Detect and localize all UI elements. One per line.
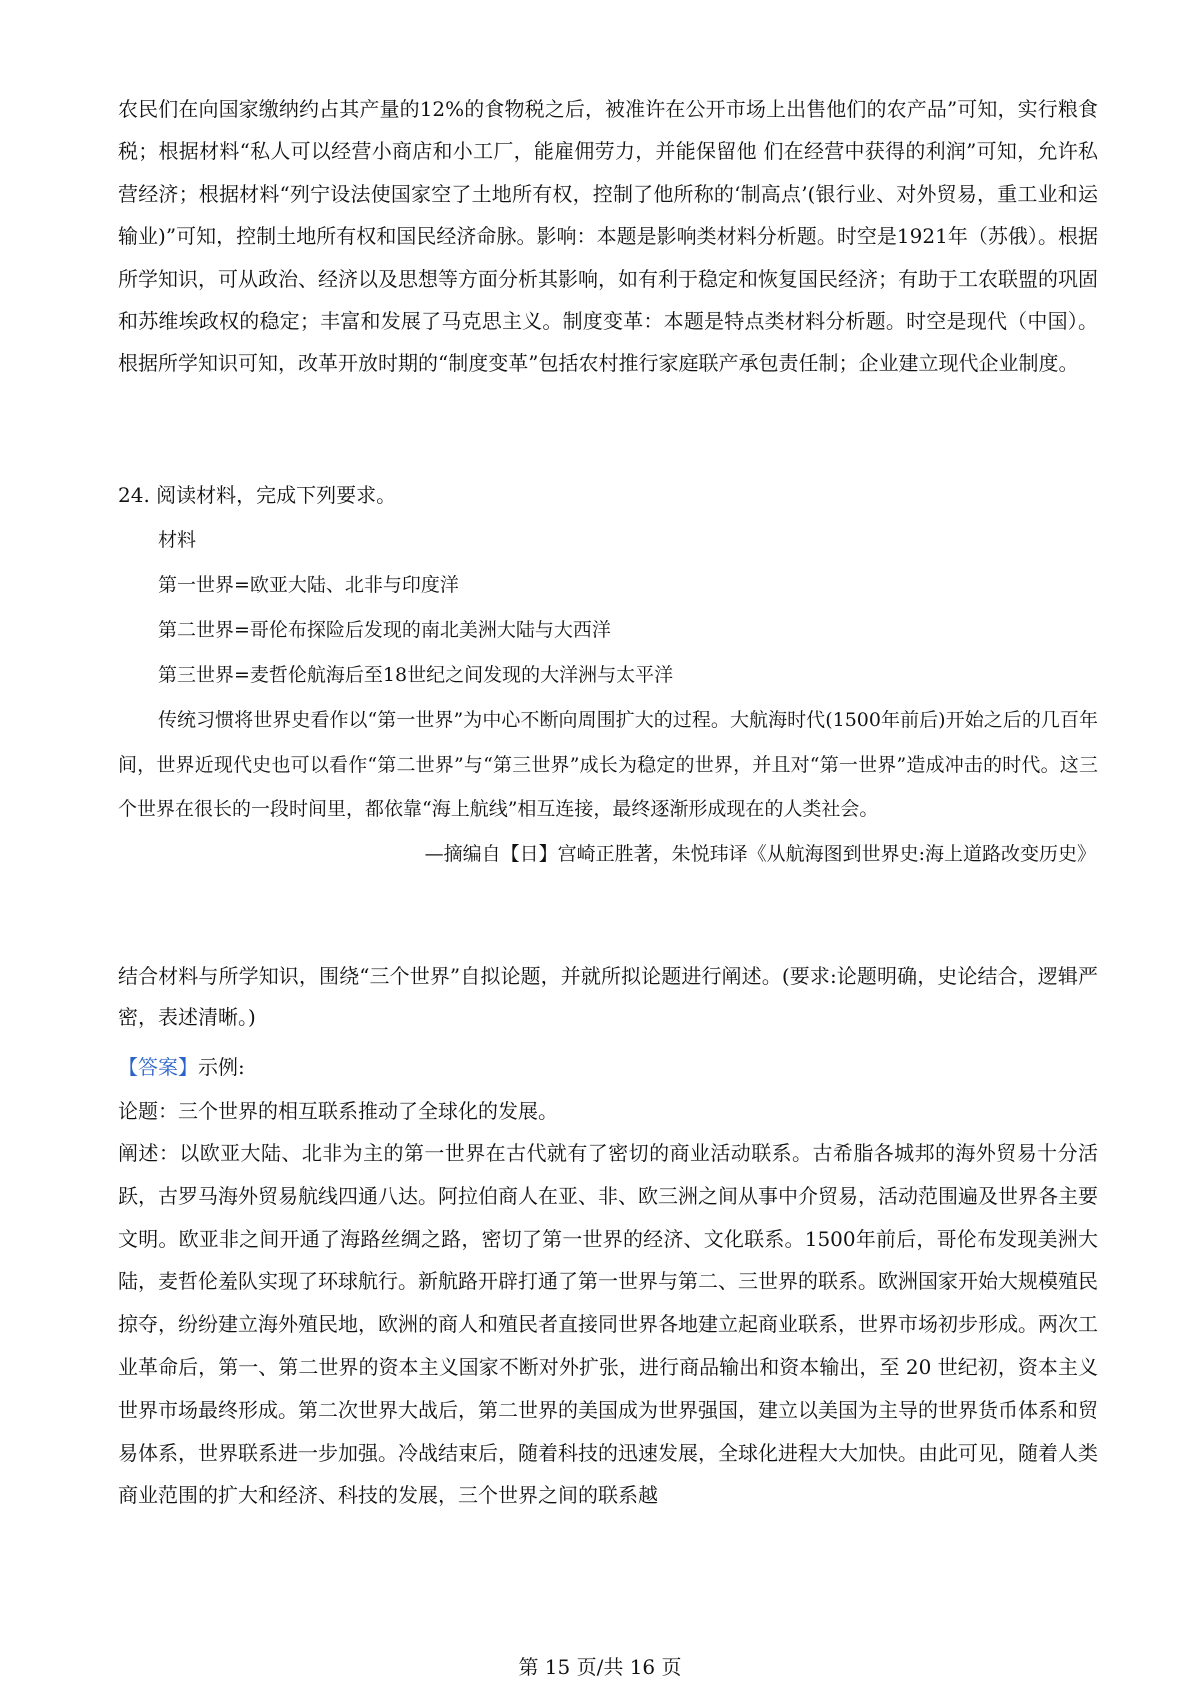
answer-elaboration: 阐述：以欧亚大陆、北非为主的第一世界在古代就有了密切的商业活动联系。古希脂各城邦的海外贸易十分活跃，古罗马海外贸易航线四通八达。阿拉伯商人在亚、非、欧三洲之间从事中介贸易，活动范围遍及世界各主要文明。欧亚非之间开通了海路丝绸之路，密切了第一世界的经济、文化联系。1500年前后，哥伦布发现美洲大陆，麦哲伦羞队实现了环球航行。新航路开辟打通了第一世界与第二、三世界的联系。欧洲国家开始大规模殖民掠夺，纷纷建立海外殖民地，欧洲的商人和殖民者直接同世界各地建立起商业联系，世界市场初步形成。两次工业革命后，第一、第二世界的资本主义国家不断对外扩张，进行商品输出和资本输出，至 20 世纪初，资本主义世界市场最终形成。第二次世界大战后，第二世界的美国成为世界强国，建立以美国为主导的世界货币体系和贸易体系，世界联系进一步加强。冷战结束后，随着科技的迅速发展，全球化进程大大加快。由此可见，随着人类商业范围的扩大和经济、科技的发展，三个世界之间的联系越 [118, 1141, 1098, 1508]
material-source-citation: —摘编自【日】宫崎正胜著，朱悦玮译《从航海图到世界史:海上道路改变历史》 [424, 842, 1096, 865]
world-definition-1: 第一世界=欧亚大陆、北非与印度洋 [158, 574, 459, 596]
question-stem: 24. 阅读材料，完成下列要求。 [118, 483, 397, 507]
material-paragraph: 传统习惯将世界史看作以“第一世界”为中心不断向周围扩大的过程。大航海时代(1500年前后)开始之后的几百年间，世界近现代史也可以看作“第二世界”与“第三世界”成长为稳定的世界，并且对“第一世界”造成冲击的时代。这三个世界在很长的一段时间里，都依靠“海上航线”相互连接，最终逐渐形成现在的人类社会。 [118, 709, 1098, 820]
world-definition-3: 第三世界=麦哲伦航海后至18世纪之间发现的大洋洲与太平洋 [158, 664, 674, 686]
question-requirement: 结合材料与所学知识，围绕“三个世界”自拟论题，并就所拟论题进行阐述。(要求:论题明确，史论结合，逻辑严密，表述清晰。) [118, 964, 1098, 1029]
answer-tag: 【答案】 [118, 1055, 198, 1079]
world-definition-2: 第二世界=哥伦布探险后发现的南北美洲大陆与大西洋 [158, 619, 611, 641]
page-number: 第 15 页/共 16 页 [518, 1655, 682, 1679]
answer-thesis: 论题：三个世界的相互联系推动了全球化的发展。 [118, 1099, 558, 1123]
answer-heading [118, 1046, 245, 1088]
previous-answer-paragraph: 农民们在向国家缴纳约占其产量的12%的食物税之后，被准许在公开市场上出售他们的农产品”可知，实行粮食税；根据材料“私人可以经营小商店和小工厂，能雇佣劳力，并能保留他 们在经营中获得的利润”可知，允许私营经济；根据材料“列宁设法使国家空了土地所有权，控制了他所称的‘制高点’(银行业、对外贸易，重工业和运输业)”可知，控制土地所有权和国民经济命脉。影响：本题是影响类材料分析题。时空是1921年（苏俄）。根据所学知识，可从政治、经济以及思想等方面分析其影响，如有利于稳定和恢复国民经济；有助于工农联盟的巩固和苏维埃政权的稳定；丰富和发展了马克思主义。制度变革：本题是特点类材料分析题。时空是现代（中国）。根据所学知识可知，改革开放时期的“制度变革”包括农村推行家庭联产承包责任制；企业建立现代企业制度。 [118, 97, 1098, 376]
material-block [118, 518, 1098, 876]
material-label: 材料 [158, 529, 197, 551]
answer-intro: 示例: [198, 1055, 245, 1079]
